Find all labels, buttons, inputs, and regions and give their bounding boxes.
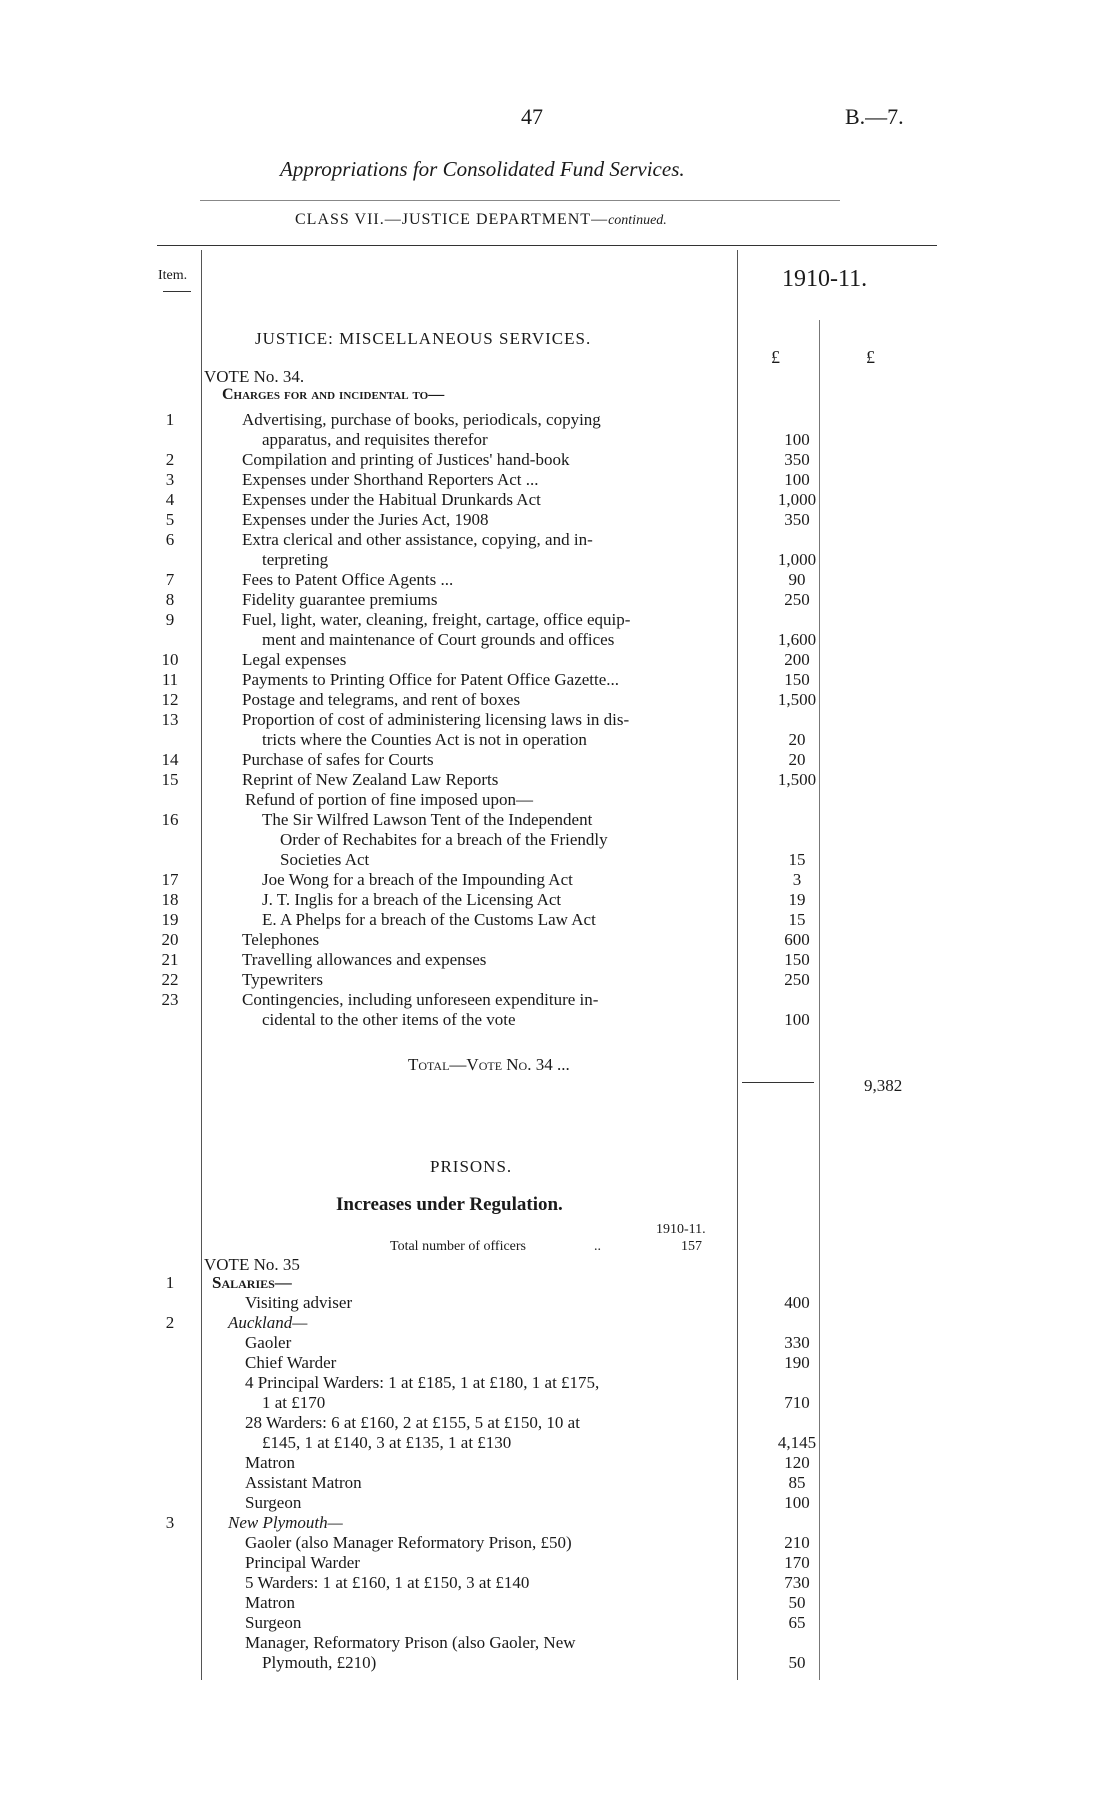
row-description: Postage and telegrams, and rent of boxes bbox=[242, 690, 521, 709]
table-row bbox=[0, 1613, 1114, 1633]
item-number: 20 bbox=[161, 930, 179, 949]
item-label: Item. bbox=[158, 268, 188, 283]
item-number: 9 bbox=[165, 610, 175, 629]
item-number: 1 bbox=[165, 1273, 175, 1292]
row-description: Legal expenses bbox=[242, 650, 347, 669]
row-amount: 330 bbox=[784, 1333, 810, 1352]
item-number: 12 bbox=[161, 690, 179, 709]
row-description: Salaries— bbox=[212, 1273, 292, 1292]
item-number: 11 bbox=[161, 670, 179, 689]
row-amount: 20 bbox=[788, 750, 806, 769]
table-row bbox=[0, 1453, 1114, 1473]
row-amount: 710 bbox=[784, 1393, 810, 1412]
table-row bbox=[0, 750, 1114, 770]
table-row bbox=[0, 1473, 1114, 1493]
row-description: Expenses under the Habitual Drunkards Act bbox=[242, 490, 541, 509]
table-row bbox=[0, 710, 1114, 730]
table-row bbox=[0, 570, 1114, 590]
row-amount: 3 bbox=[792, 870, 802, 889]
table-row bbox=[0, 550, 1114, 570]
row-description: Matron bbox=[245, 1453, 296, 1472]
table-row bbox=[0, 1353, 1114, 1373]
row-amount: 1,500 bbox=[777, 770, 817, 789]
row-description: The Sir Wilfred Lawson Tent of the Independent bbox=[262, 810, 593, 829]
row-description: Typewriters bbox=[242, 970, 323, 989]
item-number: 2 bbox=[165, 450, 175, 469]
vote-35: VOTE No. 35 bbox=[204, 1255, 300, 1274]
row-amount: 65 bbox=[788, 1613, 806, 1632]
table-row bbox=[0, 1653, 1114, 1673]
row-amount: 100 bbox=[784, 1010, 810, 1029]
row-amount: 150 bbox=[784, 670, 810, 689]
row-amount: 19 bbox=[788, 890, 806, 909]
table-row bbox=[0, 890, 1114, 910]
table-row bbox=[0, 1010, 1114, 1030]
item-number: 13 bbox=[161, 710, 179, 729]
row-description: Principal Warder bbox=[245, 1553, 360, 1572]
table-row bbox=[0, 410, 1114, 430]
row-amount: 1,000 bbox=[777, 550, 817, 569]
item-number: 14 bbox=[161, 750, 179, 769]
justice-heading: JUSTICE: MISCELLANEOUS SERVICES. bbox=[255, 329, 592, 348]
item-underline bbox=[163, 291, 191, 292]
row-description: Reprint of New Zealand Law Reports bbox=[242, 770, 499, 789]
item-number: 3 bbox=[165, 470, 175, 489]
item-number: 22 bbox=[161, 970, 179, 989]
table-row bbox=[0, 1533, 1114, 1553]
charges-heading: Charges for and incidental to— bbox=[222, 386, 445, 403]
row-amount: 350 bbox=[784, 450, 810, 469]
row-description: Joe Wong for a breach of the Impounding Act bbox=[262, 870, 573, 889]
row-description: 5 Warders: 1 at £160, 1 at £150, 3 at £140 bbox=[245, 1573, 530, 1592]
row-amount: 170 bbox=[784, 1553, 810, 1572]
row-amount: 90 bbox=[788, 570, 806, 589]
item-number: 5 bbox=[165, 510, 175, 529]
row-description: Societies Act bbox=[280, 850, 370, 869]
page-title: Appropriations for Consolidated Fund Services. bbox=[280, 157, 685, 181]
pound-col1: £ bbox=[771, 347, 780, 367]
row-description: Purchase of safes for Courts bbox=[242, 750, 434, 769]
item-number: 2 bbox=[165, 1313, 175, 1332]
table-row bbox=[0, 1433, 1114, 1453]
total-amount: 9,382 bbox=[864, 1076, 903, 1095]
table-row bbox=[0, 610, 1114, 630]
row-description: Contingencies, including unforeseen expenditure in- bbox=[242, 990, 599, 1009]
row-description: 28 Warders: 6 at £160, 2 at £155, 5 at £150, 10 at bbox=[245, 1413, 580, 1432]
table-row bbox=[0, 690, 1114, 710]
officers-label: Total number of officers bbox=[390, 1239, 526, 1254]
item-number: 4 bbox=[165, 490, 175, 509]
row-description: cidental to the other items of the vote bbox=[262, 1010, 516, 1029]
item-number: 1 bbox=[165, 410, 175, 429]
row-amount: 1,000 bbox=[777, 490, 817, 509]
table-top-rule bbox=[157, 245, 937, 246]
row-description: Refund of portion of fine imposed upon— bbox=[245, 790, 534, 809]
document-code: B.—7. bbox=[845, 104, 904, 129]
row-description: apparatus, and requisites therefor bbox=[262, 430, 488, 449]
row-description: E. A Phelps for a breach of the Customs Law Act bbox=[262, 910, 596, 929]
row-description: Matron bbox=[245, 1593, 296, 1612]
pound-col2: £ bbox=[866, 347, 875, 367]
table-row bbox=[0, 1373, 1114, 1393]
item-number: 3 bbox=[165, 1513, 175, 1532]
row-description: New Plymouth— bbox=[228, 1513, 343, 1532]
row-description: Payments to Printing Office for Patent Office Gazette... bbox=[242, 670, 620, 689]
table-row bbox=[0, 630, 1114, 650]
row-description: Visiting adviser bbox=[245, 1293, 353, 1312]
table-row bbox=[0, 770, 1114, 790]
table-row bbox=[0, 910, 1114, 930]
table-row bbox=[0, 1553, 1114, 1573]
row-description: Gaoler (also Manager Reformatory Prison, £50) bbox=[245, 1533, 572, 1552]
row-amount: 100 bbox=[784, 470, 810, 489]
item-number: 15 bbox=[161, 770, 179, 789]
increases-heading: Increases under Regulation. bbox=[336, 1194, 563, 1215]
row-description: Chief Warder bbox=[245, 1353, 337, 1372]
table-row bbox=[0, 1593, 1114, 1613]
item-number: 19 bbox=[161, 910, 179, 929]
row-amount: 1,500 bbox=[777, 690, 817, 709]
row-description: Travelling allowances and expenses bbox=[242, 950, 487, 969]
row-description: tricts where the Counties Act is not in operation bbox=[262, 730, 587, 749]
item-number: 6 bbox=[165, 530, 175, 549]
table-row bbox=[0, 670, 1114, 690]
row-amount: 4,145 bbox=[777, 1433, 817, 1452]
row-amount: 350 bbox=[784, 510, 810, 529]
row-description: Surgeon bbox=[245, 1613, 302, 1632]
row-amount: 100 bbox=[784, 430, 810, 449]
row-description: Order of Rechabites for a breach of the Friendly bbox=[280, 830, 608, 849]
row-description: Telephones bbox=[242, 930, 320, 949]
item-number: 23 bbox=[161, 990, 179, 1009]
table-row bbox=[0, 470, 1114, 490]
row-amount: 120 bbox=[784, 1453, 810, 1472]
row-description: Auckland— bbox=[228, 1313, 308, 1332]
row-description: Plymouth, £210) bbox=[262, 1653, 377, 1672]
table-row bbox=[0, 530, 1114, 550]
row-amount: 100 bbox=[784, 1493, 810, 1512]
item-number: 7 bbox=[165, 570, 175, 589]
table-row bbox=[0, 810, 1114, 830]
row-description: Fidelity guarantee premiums bbox=[242, 590, 438, 609]
vote-34: VOTE No. 34. bbox=[204, 367, 305, 386]
item-number: 10 bbox=[161, 650, 179, 669]
row-description: 4 Principal Warders: 1 at £185, 1 at £180, 1 at £175, bbox=[245, 1373, 600, 1392]
row-description: Compilation and printing of Justices' hand-book bbox=[242, 450, 570, 469]
row-description: ment and maintenance of Court grounds and offices bbox=[262, 630, 615, 649]
table-row bbox=[0, 950, 1114, 970]
row-amount: 730 bbox=[784, 1573, 810, 1592]
table-row bbox=[0, 1393, 1114, 1413]
row-description: Proportion of cost of administering licensing laws in dis- bbox=[242, 710, 630, 729]
item-number: 17 bbox=[161, 870, 179, 889]
table-row bbox=[0, 1493, 1114, 1513]
item-number: 8 bbox=[165, 590, 175, 609]
table-row bbox=[0, 970, 1114, 990]
prisons-heading: PRISONS. bbox=[430, 1157, 513, 1176]
row-amount: 20 bbox=[788, 730, 806, 749]
row-description: Fees to Patent Office Agents ... bbox=[242, 570, 454, 589]
table-row bbox=[0, 1273, 1114, 1293]
row-description: Fuel, light, water, cleaning, freight, cartage, office equip- bbox=[242, 610, 631, 629]
row-description: Extra clerical and other assistance, copying, and in- bbox=[242, 530, 593, 549]
row-description: Assistant Matron bbox=[245, 1473, 362, 1492]
row-description: J. T. Inglis for a breach of the Licensing Act bbox=[262, 890, 562, 909]
row-description: Manager, Reformatory Prison (also Gaoler, New bbox=[245, 1633, 576, 1652]
row-description: Gaoler bbox=[245, 1333, 292, 1352]
row-amount: 50 bbox=[788, 1653, 806, 1672]
row-amount: 15 bbox=[788, 910, 806, 929]
table-row bbox=[0, 1573, 1114, 1593]
table-row bbox=[0, 850, 1114, 870]
row-amount: 50 bbox=[788, 1593, 806, 1612]
table-row bbox=[0, 1293, 1114, 1313]
table-row bbox=[0, 1313, 1114, 1333]
row-description: terpreting bbox=[262, 550, 329, 569]
table-row bbox=[0, 1413, 1114, 1433]
table-row bbox=[0, 1513, 1114, 1533]
table-row bbox=[0, 650, 1114, 670]
row-amount: 1,600 bbox=[777, 630, 817, 649]
row-description: 1 at £170 bbox=[262, 1393, 326, 1412]
item-number: 16 bbox=[161, 810, 179, 829]
table-row bbox=[0, 430, 1114, 450]
total-rule bbox=[742, 1082, 814, 1083]
row-amount: 250 bbox=[784, 970, 810, 989]
row-description: Surgeon bbox=[245, 1493, 302, 1512]
officers-dots: .. bbox=[594, 1239, 601, 1254]
row-description: £145, 1 at £140, 3 at £135, 1 at £130 bbox=[262, 1433, 512, 1452]
table-row bbox=[0, 490, 1114, 510]
row-amount: 250 bbox=[784, 590, 810, 609]
row-amount: 150 bbox=[784, 950, 810, 969]
page-number: 47 bbox=[521, 104, 543, 129]
table-row bbox=[0, 510, 1114, 530]
table-row bbox=[0, 1333, 1114, 1353]
table-row bbox=[0, 930, 1114, 950]
item-number: 18 bbox=[161, 890, 179, 909]
table-row bbox=[0, 790, 1114, 810]
officers-count: 157 bbox=[681, 1239, 702, 1254]
year-heading: 1910-11. bbox=[782, 266, 868, 292]
row-description: Expenses under Shorthand Reporters Act ... bbox=[242, 470, 539, 489]
title-rule bbox=[200, 200, 840, 201]
row-amount: 15 bbox=[788, 850, 806, 869]
table-row bbox=[0, 450, 1114, 470]
row-amount: 400 bbox=[784, 1293, 810, 1312]
row-description: Expenses under the Juries Act, 1908 bbox=[242, 510, 489, 529]
table-row bbox=[0, 1633, 1114, 1653]
table-row bbox=[0, 590, 1114, 610]
row-amount: 200 bbox=[784, 650, 810, 669]
row-amount: 190 bbox=[784, 1353, 810, 1372]
row-amount: 85 bbox=[788, 1473, 806, 1492]
total-label: Total—Vote No. 34 ... bbox=[408, 1055, 570, 1074]
row-description: Advertising, purchase of books, periodicals, copying bbox=[242, 410, 601, 429]
table-row bbox=[0, 730, 1114, 750]
class-heading: CLASS VII.—JUSTICE DEPARTMENT—continued. bbox=[295, 211, 667, 228]
item-number: 21 bbox=[161, 950, 179, 969]
officers-year: 1910-11. bbox=[656, 1222, 706, 1237]
table-row bbox=[0, 990, 1114, 1010]
row-amount: 600 bbox=[784, 930, 810, 949]
row-amount: 210 bbox=[784, 1533, 810, 1552]
table-row bbox=[0, 870, 1114, 890]
table-row bbox=[0, 830, 1114, 850]
